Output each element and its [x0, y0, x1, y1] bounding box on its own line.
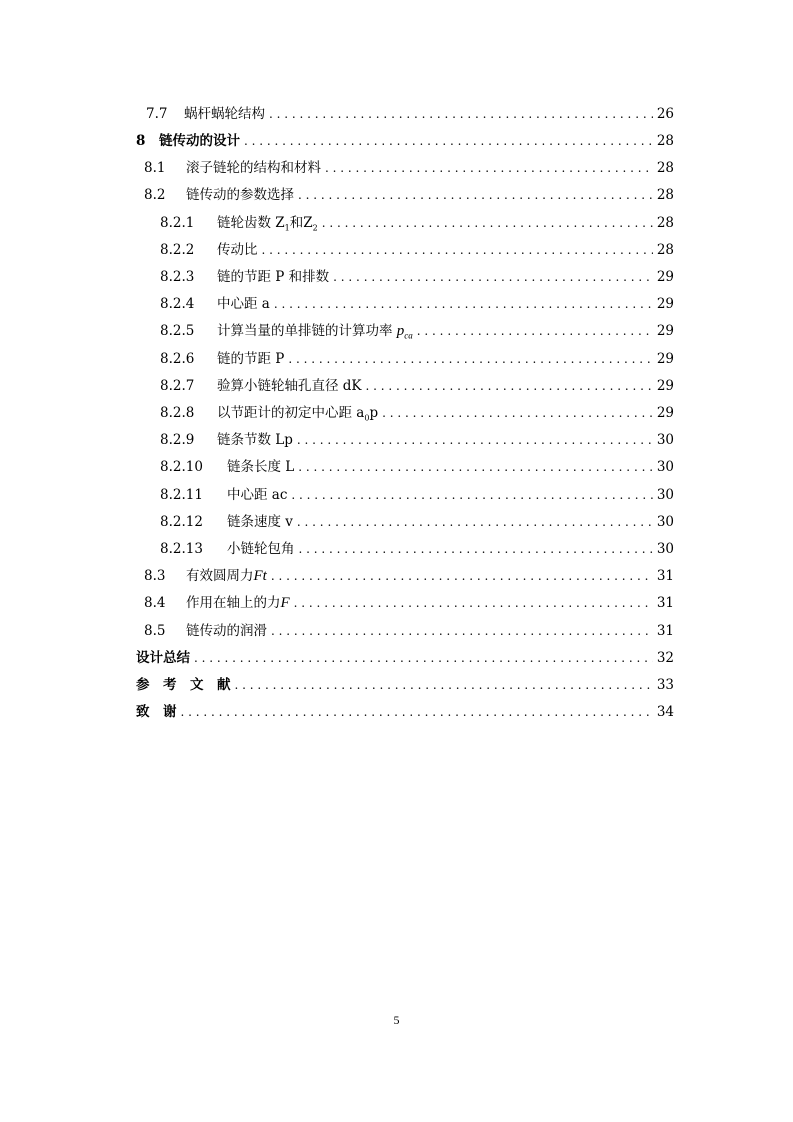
toc-title: 中心距 a — [217, 296, 270, 312]
dot-leader — [297, 433, 653, 447]
toc-entry-8-2-4[interactable] — [160, 292, 674, 314]
toc-number: 8.2.7 — [160, 378, 195, 394]
dot-leader — [194, 651, 653, 665]
dot-leader — [298, 460, 653, 474]
toc-number: 8.2.4 — [160, 296, 195, 312]
toc-title: 验算小链轮轴孔直径 dK — [217, 378, 362, 394]
toc-page-number: 31 — [656, 623, 674, 639]
toc-page-number: 29 — [656, 269, 674, 285]
toc-entry-8-2-3[interactable] — [160, 265, 674, 287]
toc-page-number: 30 — [656, 487, 674, 503]
toc-page-number: 30 — [656, 514, 674, 530]
toc-entry-8-2-9[interactable] — [160, 428, 674, 450]
dot-leader — [322, 216, 653, 230]
dot-leader — [366, 379, 653, 393]
toc-title: 链条长度 L — [227, 459, 295, 475]
toc-title-continued: 和Z — [289, 215, 313, 231]
toc-number: 8.2.6 — [160, 351, 195, 367]
toc-number: 8 — [136, 133, 146, 149]
toc-page-number: 28 — [656, 160, 674, 176]
toc-title: 链条速度 v — [227, 514, 293, 530]
toc-page-number: 28 — [656, 215, 674, 231]
toc-entry-8-2-12[interactable] — [160, 510, 674, 532]
toc-entry-7-7[interactable] — [146, 102, 674, 124]
dot-leader — [298, 188, 653, 202]
toc-entry-8-2-5[interactable] — [160, 319, 674, 341]
toc-entry-8[interactable] — [136, 129, 674, 151]
toc-entry-8-2-7[interactable] — [160, 374, 674, 396]
subscript: 1 — [284, 223, 290, 233]
toc-title: 链的节距 P — [217, 351, 285, 367]
toc-number: 8.1 — [144, 160, 166, 176]
dot-leader — [181, 705, 653, 719]
toc-title: 链传动的设计 — [159, 133, 240, 149]
toc-entry-8-2[interactable] — [144, 183, 674, 205]
toc-entry-8-5[interactable] — [144, 619, 674, 641]
dot-leader — [288, 352, 652, 366]
toc-entry-8-2-11[interactable] — [160, 483, 674, 505]
toc-title: 参 考 文 献 — [136, 677, 231, 693]
dot-leader — [325, 161, 653, 175]
subscript: 0 — [364, 413, 370, 423]
toc-number: 8.2.3 — [160, 269, 195, 285]
toc-title: 链传动的参数选择 — [186, 187, 294, 203]
toc-page-number: 28 — [656, 133, 674, 149]
toc-entry-8-2-1[interactable] — [160, 211, 674, 233]
toc-number: 8.3 — [144, 568, 166, 584]
toc-page-number: 30 — [656, 459, 674, 475]
toc-entry-8-2-10[interactable] — [160, 455, 674, 477]
toc-title: 小链轮包角 — [227, 541, 295, 557]
toc-page-number: 26 — [656, 106, 674, 122]
dot-leader — [291, 488, 652, 502]
toc-title: 链轮齿数 Z — [217, 215, 285, 231]
toc-page-number: 29 — [656, 405, 674, 421]
toc-page-number: 29 — [656, 378, 674, 394]
dot-leader — [271, 624, 653, 638]
toc-page-number: 29 — [656, 351, 674, 367]
toc-title: 作用在轴上的力 — [186, 595, 281, 611]
toc-title: 链条节数 Lp — [217, 432, 293, 448]
dot-leader — [417, 324, 653, 338]
toc-title-continued: p — [369, 405, 379, 421]
toc-entry-8-2-2[interactable] — [160, 238, 674, 260]
toc-page-number: 28 — [656, 242, 674, 258]
toc-number: 8.2.2 — [160, 242, 195, 258]
toc-title: 链的节距 P 和排数 — [217, 269, 330, 285]
toc-number: 8.2 — [144, 187, 166, 203]
toc-title: 计算当量的单排链的计算功率 — [217, 323, 397, 339]
toc-page-number: 34 — [656, 704, 674, 720]
dot-leader — [262, 243, 653, 257]
toc-number: 8.2.9 — [160, 432, 195, 448]
toc-number: 8.2.1 — [160, 215, 195, 231]
toc-title: 滚子链轮的结构和材料 — [186, 160, 321, 176]
toc-title: 传动比 — [217, 242, 258, 258]
toc-page-number: 31 — [656, 568, 674, 584]
toc-entry-8-2-6[interactable] — [160, 347, 674, 369]
dot-leader — [333, 270, 653, 284]
page-number: 5 — [393, 1013, 400, 1027]
toc-title: 以节距计的初定中心距 a — [217, 405, 365, 421]
toc-number: 8.4 — [144, 595, 166, 611]
toc-number: 8.2.11 — [160, 487, 203, 503]
dot-leader — [271, 569, 653, 583]
dot-leader — [269, 107, 653, 121]
toc-title: 致 谢 — [136, 704, 177, 720]
toc-page-number: 30 — [656, 541, 674, 557]
toc-entry-design-summary[interactable] — [136, 646, 674, 668]
toc-page-number: 33 — [656, 677, 674, 693]
toc-entry-references[interactable] — [136, 673, 674, 695]
toc-number: 7.7 — [146, 106, 168, 122]
toc-page-number: 31 — [656, 595, 674, 611]
math-symbol: F — [280, 595, 290, 611]
dot-leader — [299, 542, 653, 556]
toc-entry-8-4[interactable] — [144, 591, 674, 613]
dot-leader — [274, 297, 653, 311]
math-symbol: p — [396, 323, 405, 339]
toc-page-number: 29 — [656, 296, 674, 312]
toc-title: 设计总结 — [136, 650, 190, 666]
toc-page-number: 29 — [656, 323, 674, 339]
toc-entry-8-3[interactable] — [144, 564, 674, 586]
toc-entry-acknowledgements[interactable] — [136, 700, 674, 722]
dot-leader — [382, 406, 653, 420]
toc-number: 8.2.5 — [160, 323, 195, 339]
toc-title: 链传动的润滑 — [186, 623, 267, 639]
toc-title: 蜗杆蜗轮结构 — [184, 106, 265, 122]
toc-number: 8.5 — [144, 623, 166, 639]
dot-leader — [297, 515, 653, 529]
toc-number: 8.2.12 — [160, 514, 203, 530]
math-symbol: Ft — [253, 568, 267, 584]
toc-page-number: 30 — [656, 432, 674, 448]
dot-leader — [235, 678, 653, 692]
toc-number: 8.2.8 — [160, 405, 195, 421]
toc-title: 有效圆周力 — [186, 568, 254, 584]
dot-leader — [294, 596, 653, 610]
toc-number: 8.2.10 — [160, 459, 203, 475]
toc-entry-8-1[interactable] — [144, 156, 674, 178]
toc-entry-8-2-13[interactable] — [160, 537, 674, 559]
subscript: ca — [404, 330, 413, 341]
dot-leader — [244, 134, 653, 148]
toc-title: 中心距 ac — [227, 487, 288, 503]
toc-page-number: 28 — [656, 187, 674, 203]
subscript: 2 — [312, 223, 318, 233]
toc-number: 8.2.13 — [160, 541, 203, 557]
toc-entry-8-2-8[interactable] — [160, 401, 674, 423]
toc-page-number: 32 — [656, 650, 674, 666]
